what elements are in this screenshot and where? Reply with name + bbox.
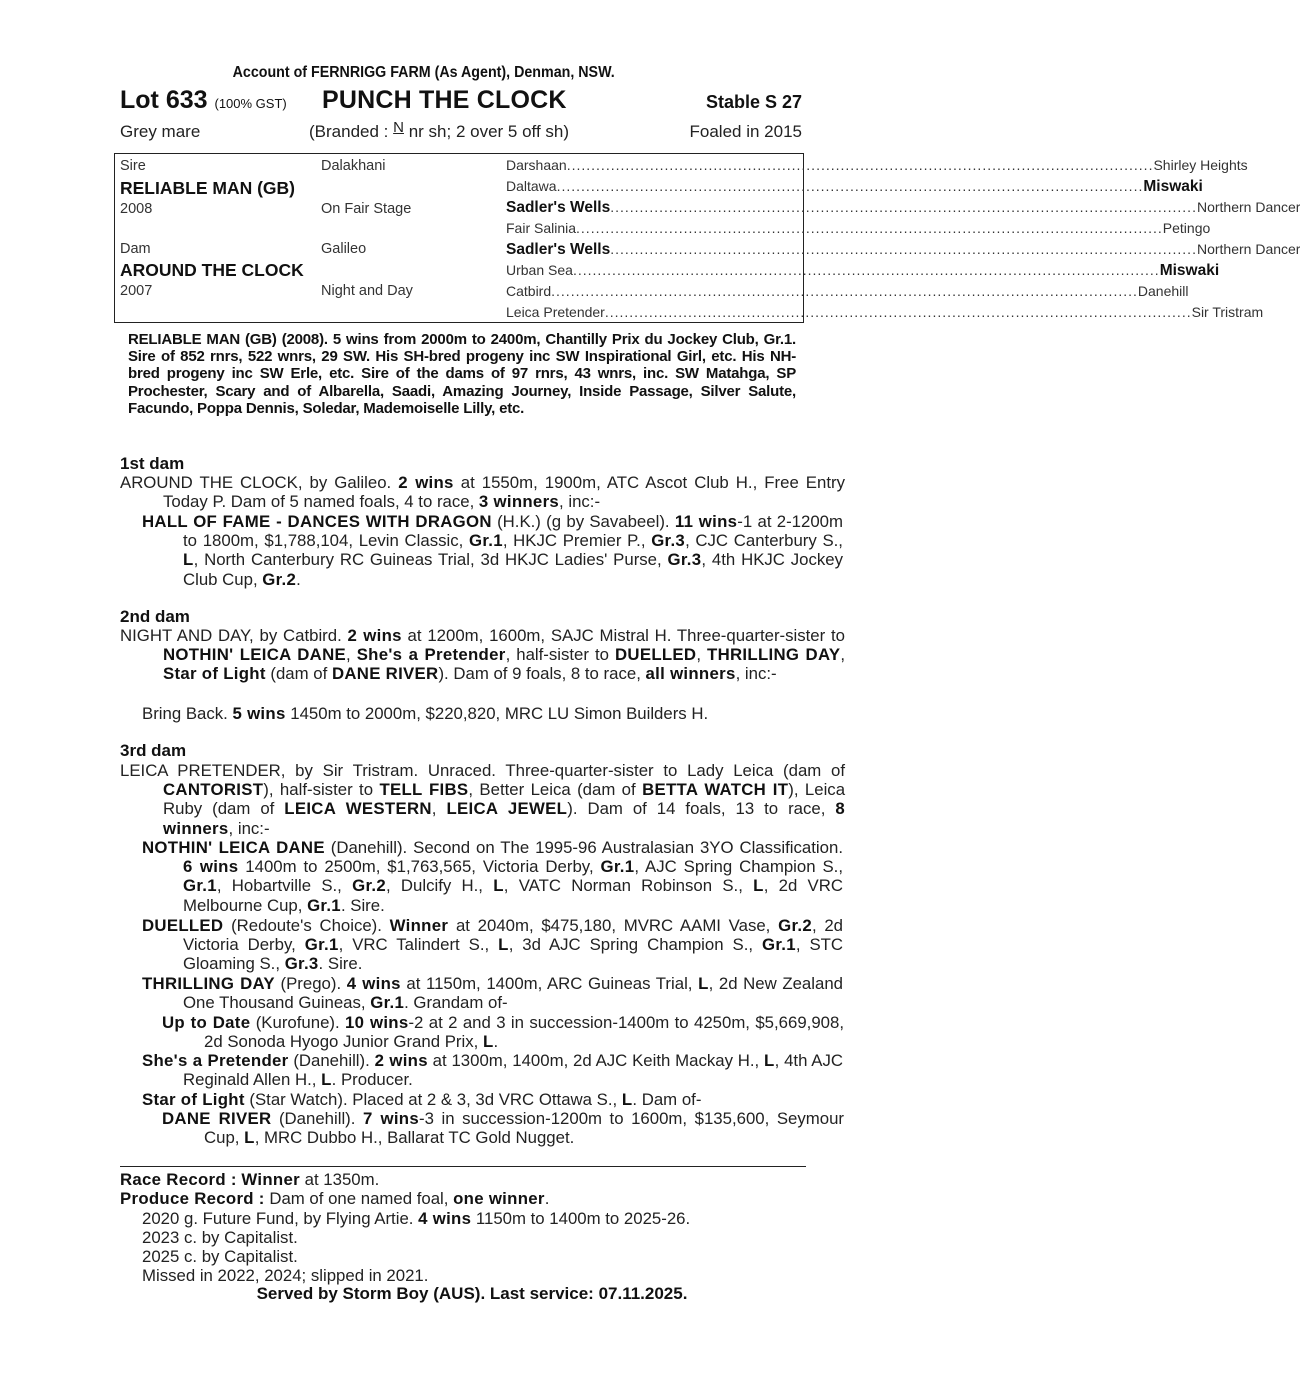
foal-entry-star-of-light: Star of Light (Star Watch). Placed at 2 & 3, 3d VRC Ottawa S., L. Dam of- (142, 1090, 702, 1109)
ancestor-name: Daltawa (506, 178, 557, 194)
foal-entry-up-to-date: Up to Date (Kurofune). 10 wins-2 at 2 and 3 in succession-1400m to 4250m, $5,669,908, 2d Sonoda Hyogo Junior Grand Prix, L. (162, 1013, 844, 1052)
sire-summary: RELIABLE MAN (GB) (2008). 5 wins from 2000m to 2400m, Chantilly Prix du Jockey Club, Gr.1. Sire of 852 rnrs, 522 wnrs, 29 SW. His SH-bred progeny inc SW Inspirational Girl, etc. His NH-bred progeny inc SW Erle, etc. Sire of the dams of 97 rnrs, 43 wnrs, inc. SW Matahga, SP Prochester, Scary and of Albarella, Saadi, Amazing Journey, Inside Passage, Silver Salute, Facundo, Poppa Dennis, Soledar, Mademoiselle Lilly, etc. (128, 331, 796, 417)
ancestor-sire-name: Northern Dancer (1196, 241, 1300, 257)
produce-line-2020: 2020 g. Future Fund, by Flying Artie. 4 wins 1150m to 1400m to 2025-26. (142, 1209, 691, 1228)
gst-note: (100% GST) (214, 96, 287, 111)
produce-line-2023: 2023 c. by Capitalist. (142, 1228, 298, 1247)
lot-title-row (120, 86, 802, 120)
dot-leader: ........................................................................................................................ (556, 178, 1144, 194)
dam-name: AROUND THE CLOCK (120, 260, 304, 280)
foaled-year: Foaled in 2015 (689, 122, 802, 141)
first-dam-heading: 1st dam (120, 454, 185, 473)
first-dam-paragraph: AROUND THE CLOCK, by Galileo. 2 wins at 1550m, 1900m, ATC Ascot Club H., Free Entry Today P. Dam of 5 named foals, 4 to race, 3 winners, inc:- (120, 473, 845, 512)
dam-sire: Galileo (321, 241, 367, 257)
foal-entry-duelled: DUELLED (Redoute's Choice). Winner at 2040m, $475,180, MVRC AAMI Vase, Gr.2, 2d Victoria Derby, Gr.1, VRC Talindert S., L, 3d AJC Spring Champion S., Gr.1, STC Gloaming S., Gr.3. Sire. (142, 916, 844, 974)
sire-label: Sire (120, 158, 146, 174)
pedigree-row (506, 199, 1300, 217)
brand-mark-icon: N (393, 119, 404, 136)
pedigree-row (506, 304, 1264, 320)
dam-dam: Night and Day (321, 283, 413, 299)
horse-details-row (120, 120, 802, 142)
third-dam-paragraph: LEICA PRETENDER, by Sir Tristram. Unraced. Three-quarter-sister to Lady Leica (dam of CANTORIST), half-sister to TELL FIBS, Better Leica (dam of BETTA WATCH IT), Leica Ruby (dam of LEICA WESTERN, LEICA JEWEL). Dam of 14 foals, 13 to race, 8 winners, inc:- (120, 761, 846, 838)
consignor-line: Account of FERNRIGG FARM (As Agent), Denman, NSW. (232, 64, 615, 81)
ancestor-name: Darshaan (506, 157, 567, 173)
lot-number: Lot 633 (100% GST) (120, 86, 287, 114)
ancestor-name: Sadler's Wells (506, 241, 611, 258)
ancestor-sire-name: Sir Tristram (1191, 304, 1264, 320)
second-dam-paragraph: NIGHT AND DAY, by Catbird. 2 wins at 1200m, 1600m, SAJC Mistral H. Three-quarter-sister to NOTHIN' LEICA DANE, She's a Pretender, half-sister to DUELLED, THRILLING DAY, Star of Light (dam of DANE RIVER). Dam of 9 foals, 8 to race, all winners, inc:- (120, 626, 845, 684)
pedigree-row (506, 220, 1211, 236)
ancestor-sire-name: Shirley Heights (1153, 157, 1248, 173)
sire-sire: Dalakhani (321, 158, 386, 174)
sex-colour: Grey mare (120, 122, 201, 141)
second-dam-heading: 2nd dam (120, 607, 190, 626)
dot-leader: ........................................................................................................................ (551, 283, 1138, 299)
horse-name: PUNCH THE CLOCK (322, 86, 567, 114)
served-by-line: Served by Storm Boy (AUS). Last service: 07.11.2025. (256, 1284, 688, 1303)
third-dam-heading: 3rd dam (120, 741, 187, 760)
pedigree-row (506, 283, 1189, 299)
sire-dam: On Fair Stage (321, 201, 412, 217)
pedigree-row (506, 157, 1248, 173)
foal-entry-nothin-leica-dane: NOTHIN' LEICA DANE (Danehill). Second on The 1995-96 Australasian 3YO Classification. 6 wins 1400m to 2500m, $1,763,565, Victoria Derby, Gr.1, AJC Spring Champion S., Gr.1, Hobartville S., Gr.2, Dulcify H., L, VATC Norman Robinson S., L, 2d VRC Melbourne Cup, Gr.1. Sire. (142, 838, 843, 915)
records-divider (120, 1166, 806, 1167)
foal-entry-dane-river: DANE RIVER (Danehill). 7 wins-3 in succession-1200m to 1600m, $135,600, Seymour Cup, L, MRC Dubbo H., Ballarat TC Gold Nugget. (162, 1109, 844, 1148)
brand-info: (Branded : N nr sh; 2 over 5 off sh) (309, 119, 570, 141)
ancestor-name: Sadler's Wells (506, 199, 611, 216)
pedigree-row (506, 262, 1220, 280)
produce-record: Produce Record : Dam of one named foal, one winner. (120, 1189, 550, 1208)
ancestor-name: Leica Pretender (506, 304, 605, 320)
ancestor-sire-name: Petingo (1162, 220, 1211, 236)
ancestor-sire-name: Miswaki (1143, 178, 1203, 195)
dam-label: Dam (120, 241, 151, 257)
ancestor-name: Catbird (506, 283, 552, 299)
pedigree-row (506, 178, 1203, 196)
dot-leader: ........................................................................................................................ (566, 157, 1154, 173)
ancestor-sire-name: Miswaki (1159, 262, 1220, 279)
dot-leader: ........................................................................................................................ (572, 262, 1160, 278)
pedigree-table (114, 153, 1300, 323)
race-record: Race Record : Winner at 1350m. (120, 1170, 380, 1189)
dot-leader: ........................................................................................................................ (576, 220, 1163, 236)
foal-entry-shes-a-pretender: She's a Pretender (Danehill). 2 wins at 1300m, 1400m, 2d AJC Keith Mackay H., L, 4th AJC Reginald Allen H., L. Producer. (142, 1051, 843, 1090)
first-dam-foal-entry: HALL OF FAME - DANCES WITH DRAGON (H.K.) (g by Savabeel). 11 wins-1 at 2-1200m to 1800m, $1,788,104, Levin Classic, Gr.1, HKJC Premier P., Gr.3, CJC Canterbury S., L, North Canterbury RC Guineas Trial, 3d HKJC Ladies' Purse, Gr.3, 4th HKJC Jockey Club Cup, Gr.2. (142, 512, 843, 589)
produce-line-missed: Missed in 2022, 2024; slipped in 2021. (142, 1266, 429, 1285)
dot-leader: ........................................................................................................................ (610, 199, 1197, 215)
sire-year: 2008 (120, 201, 153, 217)
dot-leader: ........................................................................................................................ (610, 241, 1197, 257)
dot-leader: ........................................................................................................................ (604, 304, 1192, 320)
sire-name: RELIABLE MAN (GB) (120, 178, 295, 198)
produce-line-2025: 2025 c. by Capitalist. (142, 1247, 298, 1266)
pedigree-row (506, 241, 1300, 259)
ancestor-name: Urban Sea (506, 262, 573, 278)
second-dam-foal-entry: Bring Back. 5 wins 1450m to 2000m, $220,820, MRC LU Simon Builders H. (142, 704, 709, 723)
stable-number: Stable S 27 (705, 92, 802, 112)
ancestor-sire-name: Northern Dancer (1196, 199, 1300, 215)
ancestor-name: Fair Salinia (506, 220, 577, 236)
dam-year: 2007 (120, 283, 153, 299)
foal-entry-thrilling-day: THRILLING DAY (Prego). 4 wins at 1150m, 1400m, ARC Guineas Trial, L, 2d New Zealand One Thousand Guineas, Gr.1. Grandam of- (142, 974, 843, 1013)
ancestor-sire-name: Danehill (1137, 283, 1189, 299)
